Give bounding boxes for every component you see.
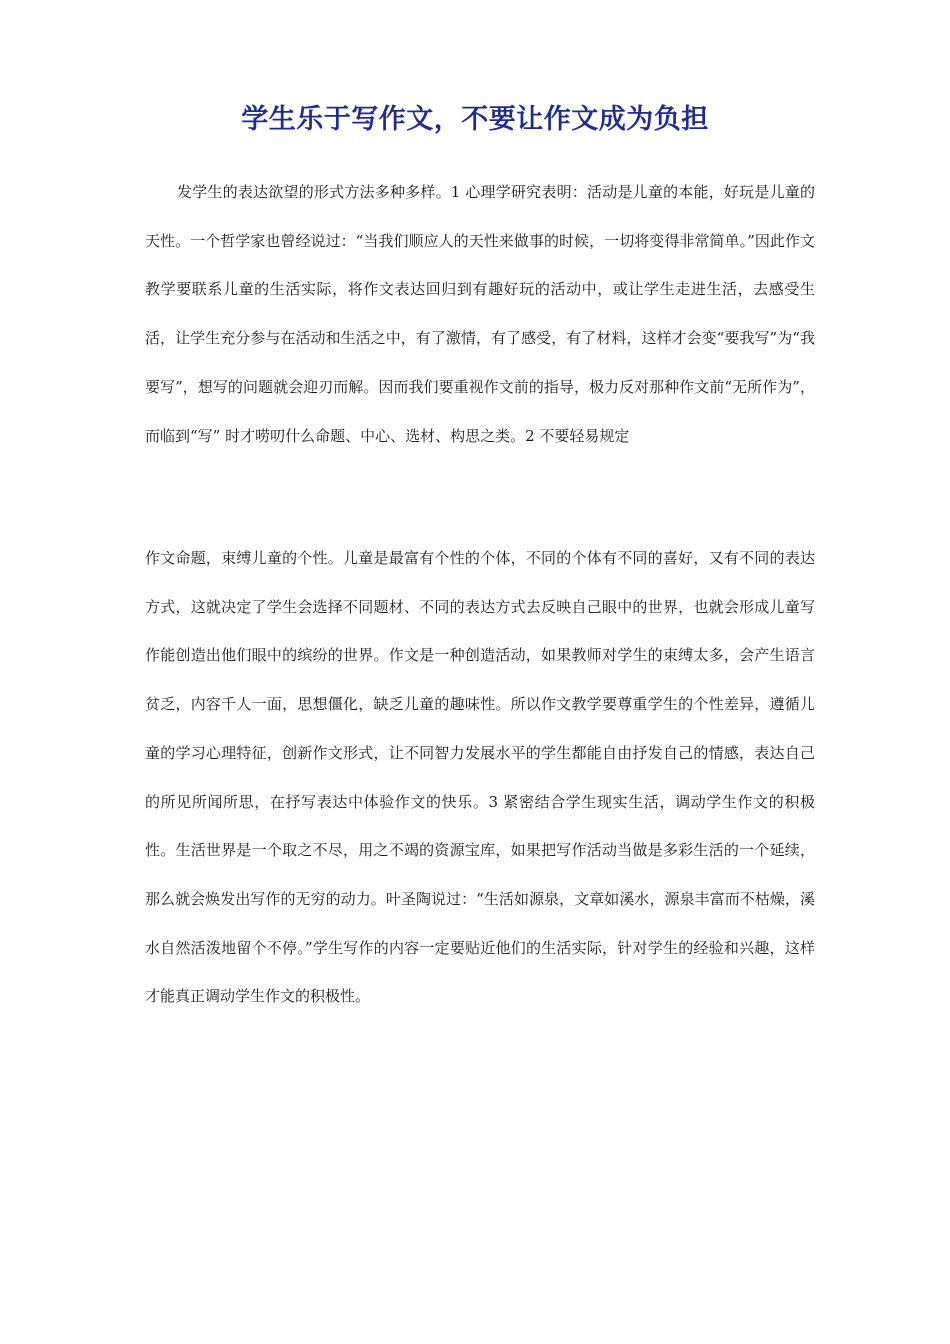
document-title: 学生乐于写作文，不要让作文成为负担 (241, 104, 709, 136)
body-paragraph-1: 发学生的表达欲望的形式方法多种多样。1 心理学研究表明：活动是儿童的本能，好玩是儿童的天性。一个哲学家也曾经说过：“当我们顺应人的天性来做事的时候，一切将变得非常简单。”因此作文教学要联系儿童的生活实际，将作文表达回归到有趣好玩的活动中，或让学生走进生活，去感受生活，让学生充分参与在活动和生活之中，有了激情，有了感受，有了材料，这样才会变“要我写”为“我要写”，想写的问题就会迎刃而解。因而我们要重视作文前的指导，极力反对那种作文前“无所作为”，而临到“写” 时才唠叨什么命题、中心、选材、构思之类。2 不要轻易规定 (145, 183, 815, 445)
body-paragraph-2: 作文命题，束缚儿童的个性。儿童是最富有个性的个体，不同的个体有不同的喜好，又有不同的表达方式，这就决定了学生会选择不同题材、不同的表达方式去反映自己眼中的世界，也就会形成儿童写作能创造出他们眼中的缤纷的世界。作文是一种创造活动，如果教师对学生的束缚太多，会产生语言贫乏，内容千人一面，思想僵化，缺乏儿童的趣味性。所以作文教学要尊重学生的个性差异，遵循儿童的学习心理特征，创新作文形式，让不同智力发展水平的学生都能自由抒发自己的情感，表达自己的所见所闻所思，在抒写表达中体验作文的快乐。3 紧密结合学生现实生活，调动学生作文的积极性。生活世界是一个取之不尽，用之不竭的资源宝库，如果把写作活动当做是多彩生活的一个延续，那么就会焕发出写作的无穷的动力。叶圣陶说过：“生活如源泉，文章如溪水，源泉丰富而不枯燥，溪水自然活泼地留个不停。”学生写作的内容一定要贴近他们的生活实际，针对学生的经验和兴趣，这样才能真正调动学生作文的积极性。 (145, 549, 815, 1006)
